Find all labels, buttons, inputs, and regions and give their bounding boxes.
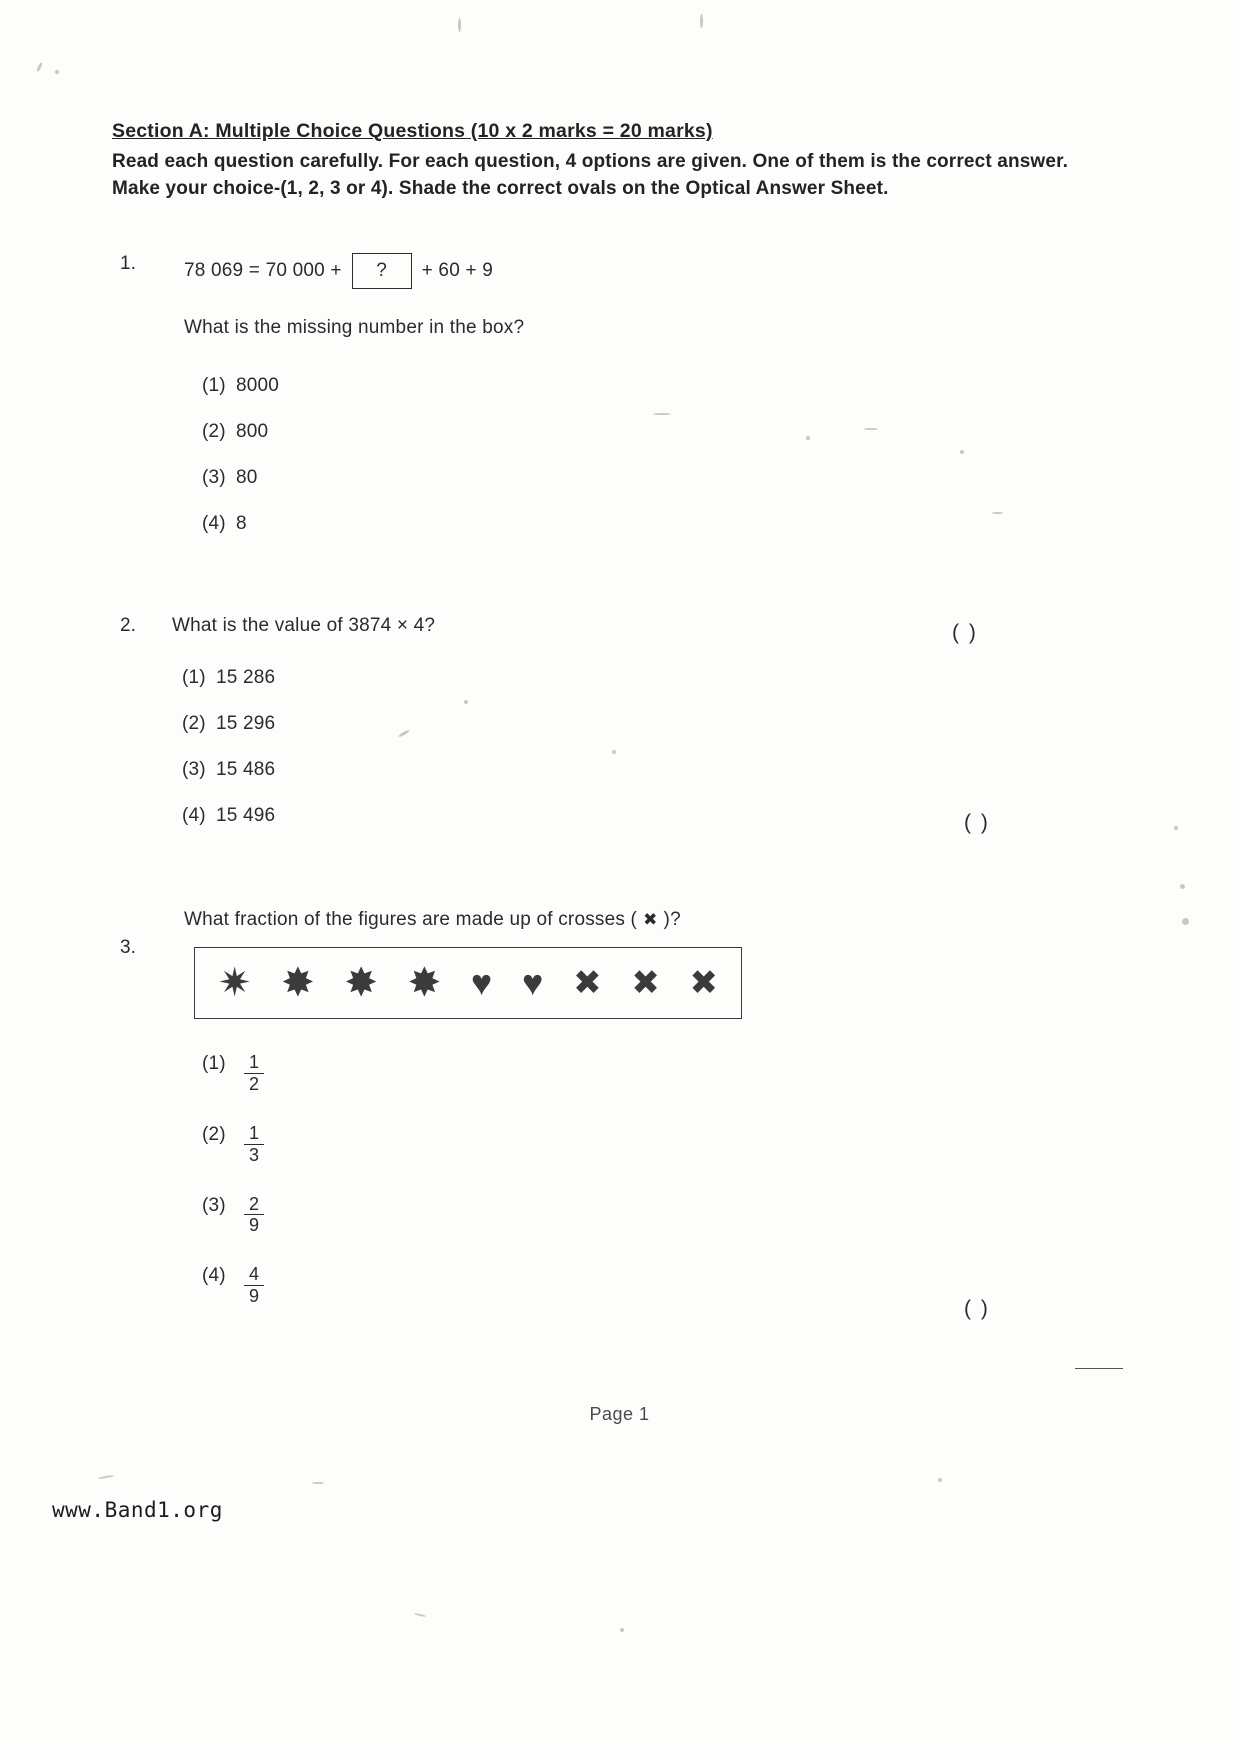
question-number: 1.: [120, 252, 136, 274]
option-label: (2): [202, 1123, 226, 1145]
fraction-denominator: 2: [249, 1073, 260, 1094]
option-item[interactable]: [182, 667, 1122, 689]
option-item[interactable]: [202, 467, 1122, 489]
option-list: [202, 1053, 1122, 1306]
question-number: 3.: [120, 936, 136, 958]
cross-icon: ✖: [689, 963, 719, 1002]
cross-icon: ✖: [573, 963, 602, 1002]
option-label: (2): [202, 420, 226, 442]
page-footer: Page 1: [589, 1404, 650, 1424]
option-text: 800: [236, 420, 269, 442]
scan-speck: [1182, 918, 1189, 925]
section-heading: Section A: Multiple Choice Questions (10 x 2 marks = 20 marks): [112, 120, 713, 142]
option-label: (2): [182, 712, 206, 734]
stem-after-box: + 60 + 9: [421, 259, 493, 281]
missing-number-box: ?: [352, 253, 412, 289]
option-list: [202, 375, 1122, 535]
fraction: [244, 1053, 264, 1094]
question-2: [112, 614, 1122, 834]
option-text: 15 496: [216, 804, 276, 826]
answer-bracket[interactable]: ( ): [964, 1296, 990, 1320]
exam-content: [112, 120, 1122, 1336]
star-icon: ✸: [281, 960, 315, 1005]
scan-speck: [312, 1482, 324, 1484]
scan-speck: [1174, 826, 1178, 830]
fraction: [244, 1195, 264, 1236]
option-item[interactable]: [202, 1124, 1122, 1165]
question-stem: [184, 253, 1122, 289]
fraction-numerator: 2: [249, 1193, 260, 1214]
option-label: (3): [182, 758, 206, 780]
answer-bracket[interactable]: ( ): [952, 620, 978, 644]
question-3: [112, 908, 1122, 1320]
question-number: 2.: [120, 614, 136, 636]
cross-icon: ✖: [643, 909, 658, 929]
scan-speck: [1180, 884, 1185, 889]
option-label: (1): [202, 374, 226, 396]
option-label: (3): [202, 466, 226, 488]
fraction-numerator: 4: [249, 1264, 260, 1285]
stem-after-icon: )?: [663, 908, 681, 930]
scan-speck: [55, 70, 59, 74]
fraction-numerator: 1: [249, 1051, 260, 1072]
option-text: 8000: [236, 374, 280, 396]
cross-icon: ✖: [631, 963, 660, 1002]
option-label: (4): [182, 804, 206, 826]
question-stem: [184, 909, 1122, 931]
star-icon: ✸: [344, 960, 378, 1005]
star-icon: ✷: [217, 960, 252, 1005]
option-label: (4): [202, 1265, 226, 1287]
question-subtext: What is the missing number in the box?: [184, 316, 525, 338]
option-text: 8: [236, 512, 247, 534]
heart-icon: ♥: [521, 961, 544, 1003]
scan-speck: [458, 18, 461, 32]
option-label: (1): [202, 1052, 226, 1074]
scan-speck: [700, 14, 703, 28]
heart-icon: ♥: [470, 961, 493, 1003]
stem-before-box: 78 069 = 70 000 +: [184, 259, 342, 281]
scan-speck: [414, 1613, 426, 1617]
option-text: 80: [236, 466, 258, 488]
scan-speck: [938, 1478, 942, 1482]
figure-strip: [194, 947, 742, 1019]
option-label: (1): [182, 666, 206, 688]
fraction-denominator: 9: [249, 1286, 260, 1307]
scan-speck: [620, 1628, 624, 1632]
option-text: 15 486: [216, 758, 276, 780]
option-text: 15 286: [216, 666, 276, 688]
fraction-denominator: 9: [249, 1215, 260, 1236]
option-item[interactable]: [182, 759, 1122, 781]
option-list: [182, 667, 1122, 827]
stem-before-icon: What fraction of the figures are made up of crosses (: [184, 908, 638, 930]
option-text: 15 296: [216, 712, 276, 734]
scan-speck: [36, 62, 43, 72]
question-stem: What is the value of 3874 × 4?: [172, 614, 436, 636]
stray-line: [1075, 1368, 1123, 1369]
instructions-text: Read each question carefully. For each question, 4 options are given. One of them is the correct answer. Make your choice-(1, 2, 3 or 4). Shade the correct ovals on the Optical Answer Sheet.: [112, 151, 1068, 199]
fraction-denominator: 3: [249, 1144, 260, 1165]
option-label: (4): [202, 512, 226, 534]
option-item[interactable]: [202, 513, 1122, 535]
fraction: [244, 1265, 264, 1306]
option-item[interactable]: [202, 1053, 1122, 1094]
option-item[interactable]: [202, 421, 1122, 443]
watermark: www.Band1.org: [52, 1498, 223, 1522]
option-item[interactable]: [182, 713, 1122, 735]
fraction: [244, 1124, 264, 1165]
answer-bracket[interactable]: ( ): [964, 810, 990, 834]
star-icon: ✸: [407, 960, 442, 1005]
option-label: (3): [202, 1194, 226, 1216]
option-item[interactable]: [202, 1195, 1122, 1236]
fraction-numerator: 1: [249, 1122, 260, 1143]
scan-speck: [98, 1475, 114, 1480]
option-item[interactable]: [202, 375, 1122, 397]
